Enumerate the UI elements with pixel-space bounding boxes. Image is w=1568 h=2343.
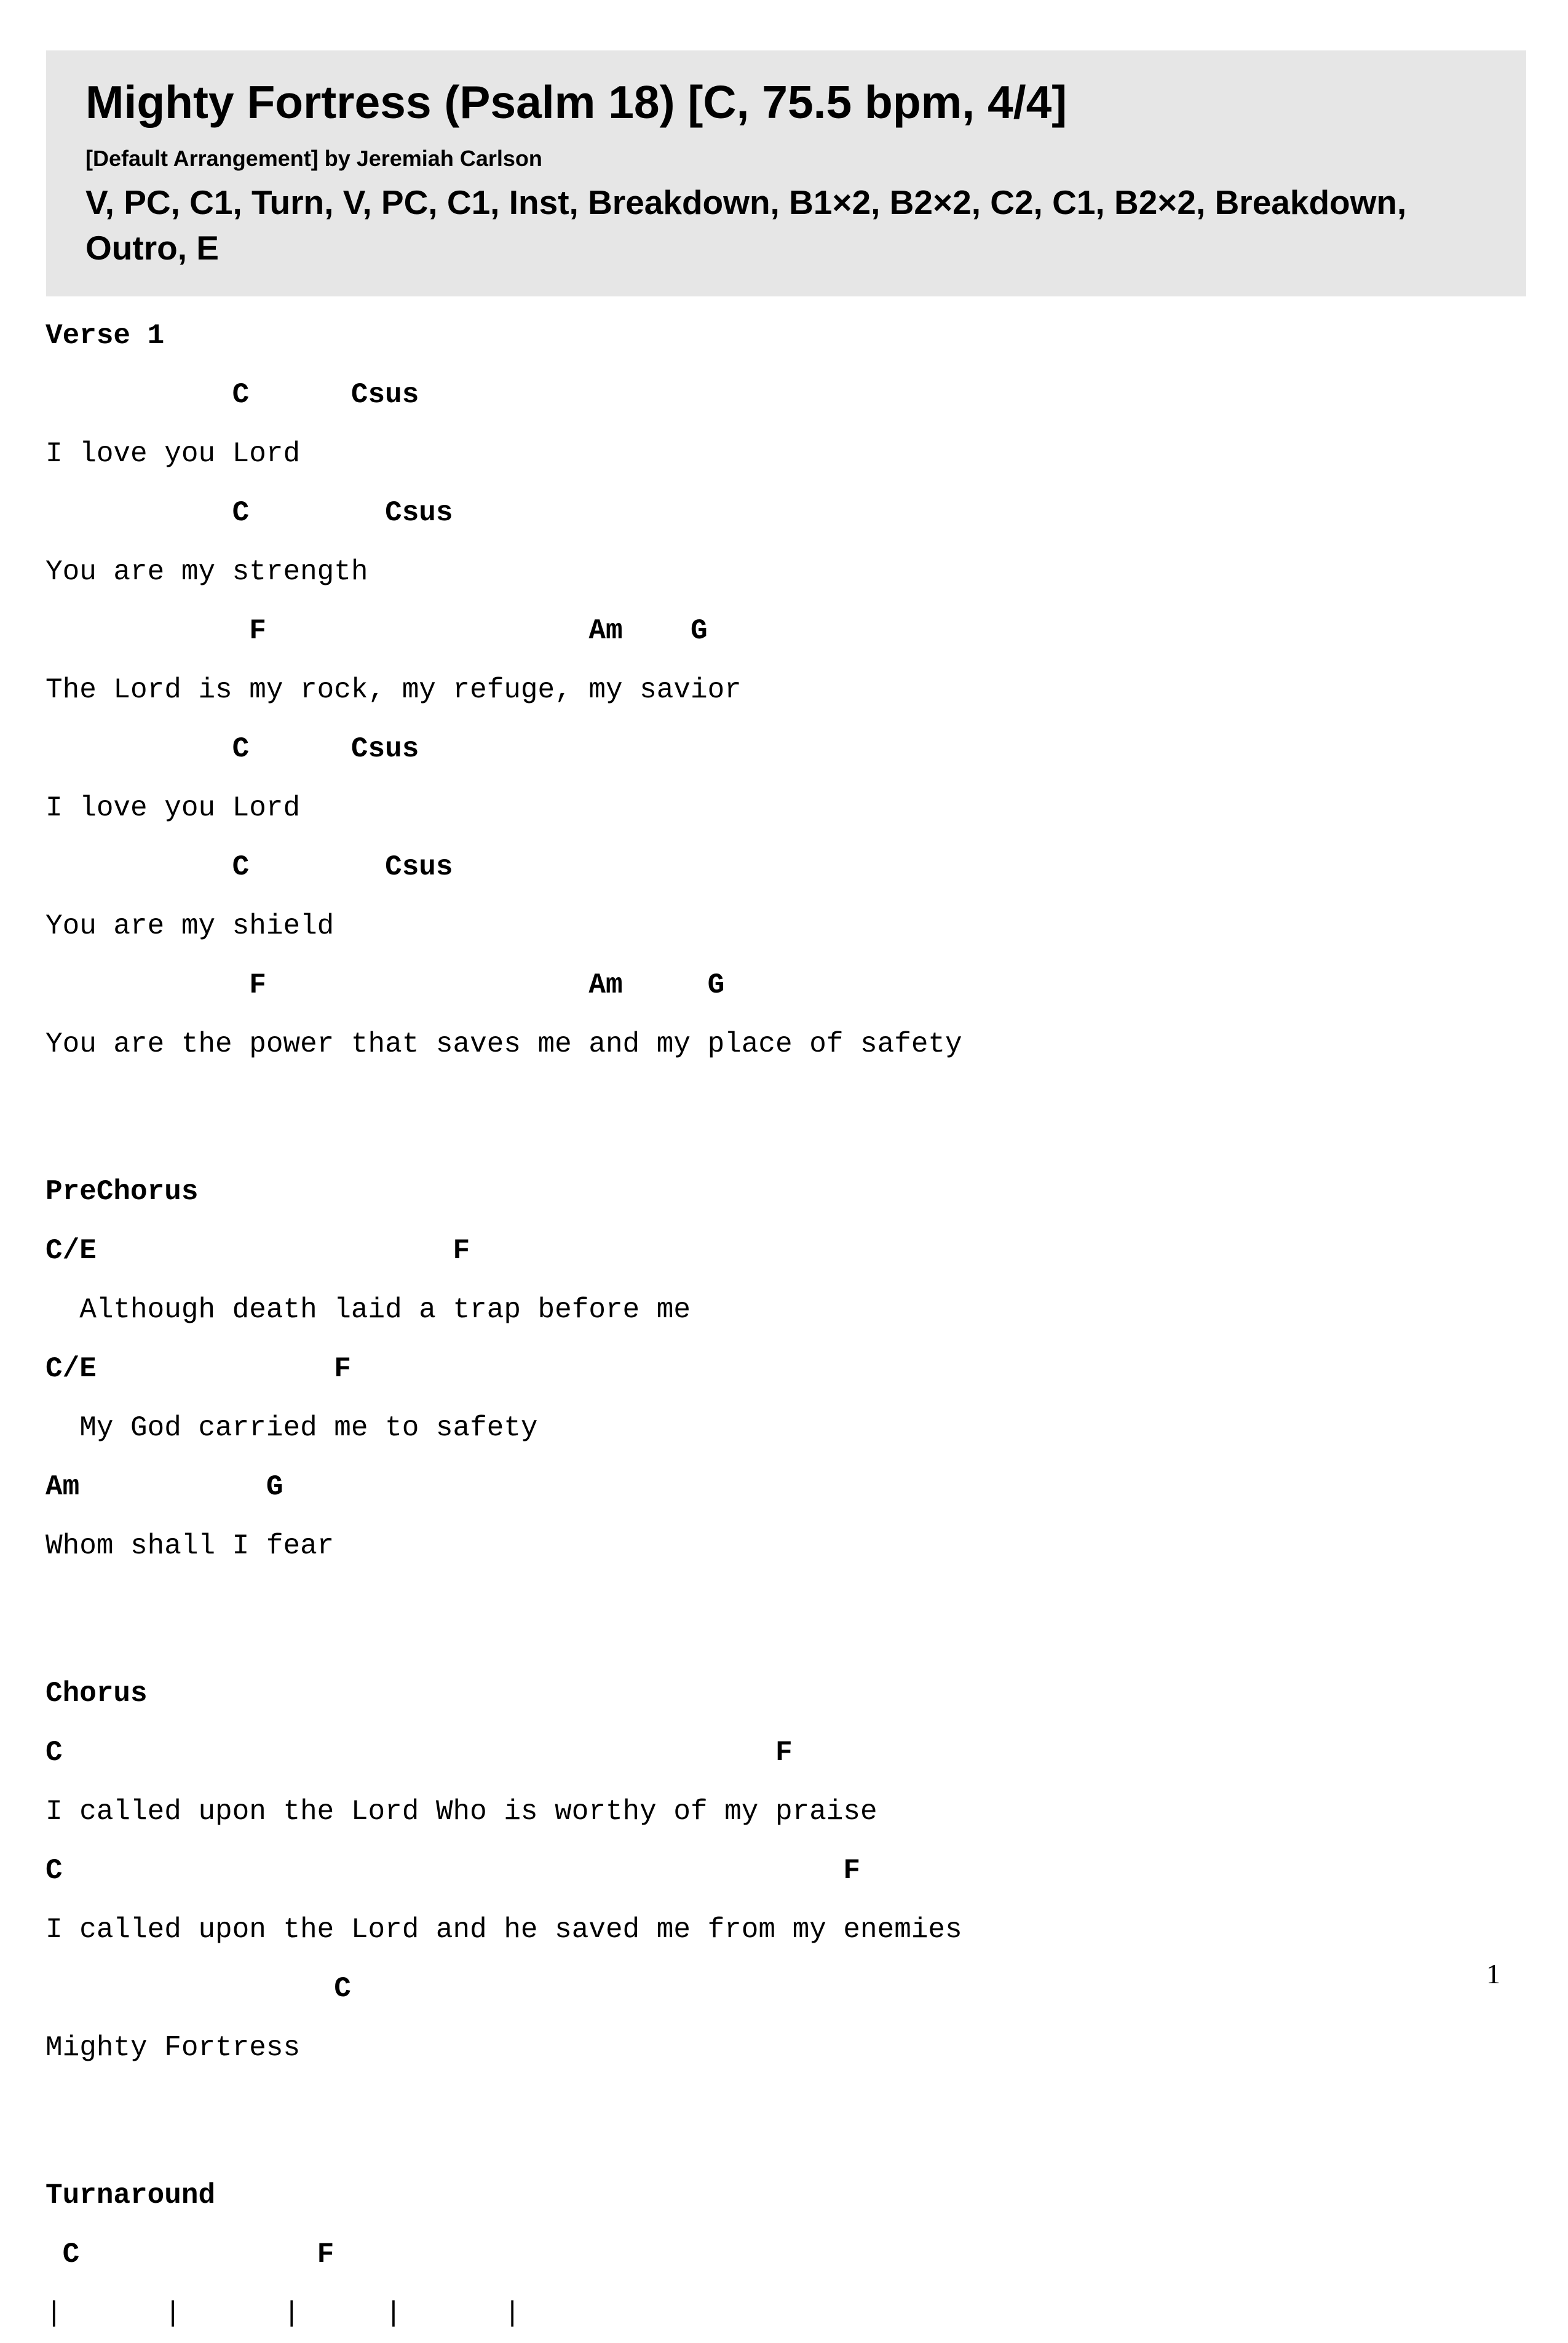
section-verse-1 <box>46 306 1521 1074</box>
chord-line: C Csus <box>46 379 419 411</box>
section-turnaround <box>46 2166 1521 2343</box>
bar-line: | | | | | <box>46 2297 521 2329</box>
chord-line: C Csus <box>46 733 419 765</box>
chord-sheet <box>46 306 1521 2343</box>
lyric-line: I called upon the Lord Who is worthy of my praise <box>46 1796 877 1828</box>
lyric-line: I called upon the Lord and he saved me from my enemies <box>46 1914 962 1946</box>
chord-line: C F <box>46 1855 861 1887</box>
page-number: 1 <box>1486 1958 1500 1989</box>
lyric-line: I love you Lord <box>46 438 301 470</box>
lyric-line: You are my shield <box>46 910 335 942</box>
section-heading: Chorus <box>46 1678 148 1710</box>
section-heading: PreChorus <box>46 1176 199 1208</box>
lyric-line: You are my strength <box>46 556 368 588</box>
song-header <box>46 50 1526 296</box>
section-spacer <box>46 1074 1521 1162</box>
chord-line: C Csus <box>46 497 453 529</box>
chord-line: C F <box>46 2238 335 2270</box>
chord-line: F Am G <box>46 615 708 647</box>
section-spacer <box>46 1576 1521 1664</box>
chord-line: C F <box>46 1737 793 1769</box>
chord-line: F Am G <box>46 969 725 1001</box>
lyric-line: I love you Lord <box>46 792 301 824</box>
chord-line: C/E F <box>46 1235 470 1267</box>
section-prechorus <box>46 1162 1521 1576</box>
lyric-line: Whom shall I fear <box>46 1530 335 1562</box>
section-heading: Turnaround <box>46 2179 216 2211</box>
chord-line: Am G <box>46 1471 283 1503</box>
section-heading: Verse 1 <box>46 320 165 352</box>
lyric-line: You are the power that saves me and my place of safety <box>46 1028 962 1060</box>
chord-line: C/E F <box>46 1353 351 1385</box>
section-spacer <box>46 2077 1521 2166</box>
arrangement-credit: [Default Arrangement] by Jeremiah Carlson <box>85 146 542 171</box>
lyric-line: The Lord is my rock, my refuge, my savior <box>46 674 742 706</box>
lyric-line: Although death laid a trap before me <box>46 1294 691 1326</box>
lyric-line: Mighty Fortress <box>46 2032 301 2064</box>
song-title: Mighty Fortress (Psalm 18) [C, 75.5 bpm, 4/4] <box>85 76 1067 128</box>
chord-line: C <box>46 1973 351 2005</box>
chord-line: C Csus <box>46 851 453 883</box>
song-sequence: V, PC, C1, Turn, V, PC, C1, Inst, Breakdown, B1×2, B2×2, C2, C1, B2×2, Breakdown, Outro, E <box>85 183 1407 267</box>
section-chorus <box>46 1664 1521 2077</box>
lyric-line: My God carried me to safety <box>46 1412 538 1444</box>
